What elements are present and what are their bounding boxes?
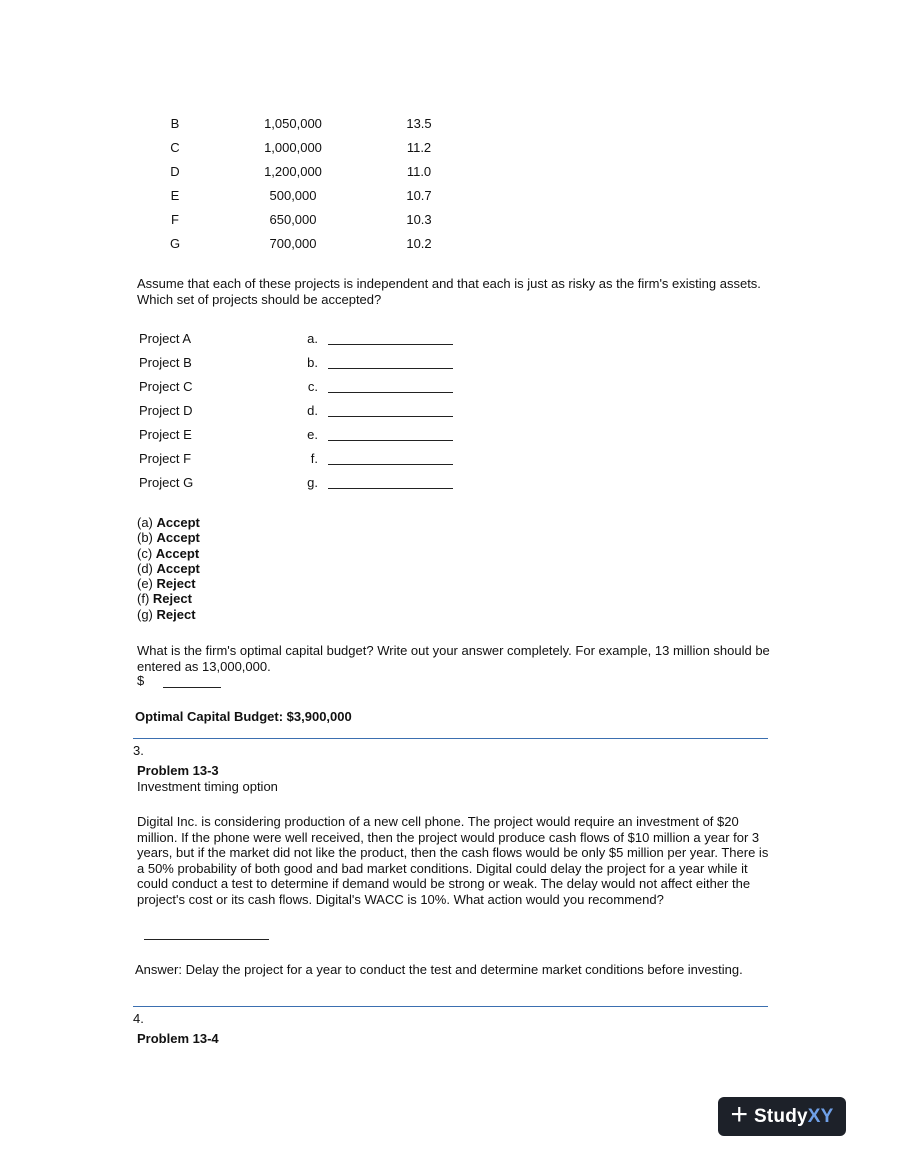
problem-title: Problem 13-3 — [137, 763, 219, 778]
answer-prefix: (b) — [137, 530, 153, 546]
question-label: Project E — [139, 427, 192, 442]
answer-item — [137, 530, 200, 545]
question-letter: e. — [307, 427, 318, 442]
project-rate: 11.0 — [406, 164, 432, 179]
answer-prefix: (g) — [137, 606, 153, 622]
answer-prefix: (a) — [137, 515, 153, 530]
question-row — [0, 403, 900, 427]
question-label: Project C — [139, 379, 193, 394]
answer-item — [137, 576, 200, 591]
project-letter: F — [171, 212, 179, 227]
table-row — [0, 212, 900, 236]
answer-prefix: (d) — [137, 560, 153, 576]
answers-list — [137, 515, 200, 622]
answer-value: Accept — [155, 545, 200, 561]
question-letter: g. — [307, 475, 318, 490]
question-letter: f. — [310, 451, 318, 466]
answer-value: Accept — [156, 560, 200, 576]
project-cost: 1,050,000 — [264, 116, 322, 131]
section-divider — [133, 1006, 768, 1007]
answer-blank[interactable] — [328, 440, 453, 441]
question-row — [0, 331, 900, 355]
table-row — [0, 188, 900, 212]
answer-prefix: (e) — [137, 576, 153, 592]
project-cost: 650,000 — [269, 212, 317, 227]
question-row — [0, 427, 900, 451]
project-cost: 500,000 — [269, 188, 317, 203]
answer-blank[interactable] — [328, 488, 453, 489]
logo-wordmark — [754, 1106, 834, 1128]
project-rate: 10.2 — [406, 236, 432, 251]
table-row — [0, 116, 900, 140]
question-row — [0, 451, 900, 475]
answer-blank[interactable] — [328, 344, 453, 345]
answer-blank[interactable] — [328, 416, 453, 417]
project-letter: D — [170, 164, 180, 179]
question-label: Project G — [139, 475, 194, 490]
question-letter: c. — [307, 379, 318, 394]
answer-item — [137, 515, 200, 530]
question-row — [0, 379, 900, 403]
question-label: Project D — [139, 403, 193, 418]
question-letter: b. — [307, 355, 318, 370]
problem-subtitle: Investment timing option — [137, 779, 278, 794]
assumption-text: Assume that each of these projects is independent and that each is just as risky as the firm's existing assets. Which set of projects should be accepted? — [137, 276, 761, 307]
optimal-budget-answer: Optimal Capital Budget: $3,900,000 — [135, 709, 352, 724]
answer-prefix: (c) — [137, 545, 153, 561]
budget-answer-blank[interactable] — [163, 687, 221, 688]
project-letter: E — [170, 188, 180, 203]
project-rate: 10.3 — [406, 212, 432, 227]
answer-item — [137, 607, 200, 622]
budget-question: What is the firm's optimal capital budget? Write out your answer completely. For example, 13 million should be entered as 13,000,000. — [137, 643, 770, 674]
question-label: Project B — [139, 355, 192, 370]
section-divider — [133, 738, 768, 739]
table-row — [0, 236, 900, 260]
table-row — [0, 140, 900, 164]
answer-value: Reject — [156, 576, 196, 592]
answer-prefix: (f) — [137, 591, 150, 607]
studyxy-logo[interactable] — [718, 1097, 846, 1136]
question-row — [0, 355, 900, 379]
question-number: 3. — [133, 743, 144, 758]
project-cost: 700,000 — [269, 236, 317, 251]
answer-value: Reject — [152, 591, 192, 607]
logo-word-accent: XY — [807, 1105, 834, 1127]
q3-answer: Answer: Delay the project for a year to conduct the test and determine market conditions before investing. — [135, 962, 743, 977]
answer-blank[interactable] — [328, 392, 453, 393]
question-label: Project A — [139, 331, 192, 346]
project-letter: B — [170, 116, 180, 131]
project-rate: 11.2 — [406, 140, 432, 155]
question-letter: d. — [307, 403, 318, 418]
project-rate: 13.5 — [406, 116, 432, 131]
answer-item — [137, 591, 200, 606]
logo-word-main: Study — [754, 1105, 808, 1127]
question-number: 4. — [133, 1011, 144, 1026]
answer-item — [137, 561, 200, 576]
question-letter: a. — [307, 331, 318, 346]
dollar-sign: $ — [137, 673, 145, 688]
project-letter: C — [170, 140, 180, 155]
answer-blank[interactable] — [328, 368, 453, 369]
table-row — [0, 164, 900, 188]
project-rate: 10.7 — [406, 188, 432, 203]
answer-value: Accept — [156, 515, 200, 530]
answer-blank[interactable] — [328, 464, 453, 465]
question-row — [0, 475, 900, 499]
answer-value: Accept — [156, 530, 200, 546]
problem-body: Digital Inc. is considering production of a new cell phone. The project would require an investment of $20 million. If the phone were well received, then the project would produce cash flows of $10 million a year for 3 years, but if the market did not like the product, then the cash flows would be only $5 million per year. There is a 50% probability of both good and bad market conditions. Digital could delay the project for a year while it could conduct a test to determine if demand would be strong or weak. The delay would not affect either the project's cost or its cash flows. Digital's WACC is 10%. What action would you recommend? — [137, 814, 769, 907]
project-letter: G — [169, 236, 181, 251]
project-cost: 1,200,000 — [264, 164, 322, 179]
answer-value: Reject — [156, 606, 196, 622]
plus-icon: + — [730, 1098, 748, 1131]
q3-answer-blank[interactable] — [144, 939, 269, 940]
problem-title: Problem 13-4 — [137, 1031, 219, 1046]
answer-item — [137, 546, 200, 561]
project-cost: 1,000,000 — [264, 140, 322, 155]
question-label: Project F — [139, 451, 192, 466]
